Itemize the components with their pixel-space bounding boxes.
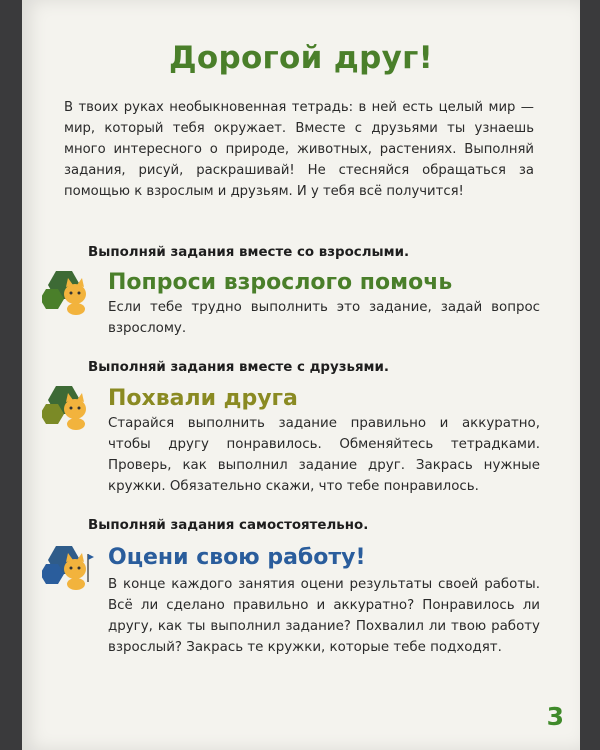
hint-with-adults: Выполняй задания вместе со взрослыми. xyxy=(88,245,410,260)
page-title: Дорогой друг! xyxy=(168,40,434,76)
cat-with-flag-icon xyxy=(42,542,94,590)
cat-with-adult-icon xyxy=(42,267,94,315)
intro-paragraph: В твоих руках необыкновенная тетрадь: в ней есть целый мир — мир, который тебя окружает. Вместе с друзьями ты узнаешь много интересного о природе, животных, растениях. Выполняй задания, рисуй, раскрашивай! Не стесняйся обращаться за помощью к взрослым и друзьям. И у тебя всё получится! xyxy=(64,100,534,199)
section-title-praise-friend: Похвали друга xyxy=(108,386,298,411)
hint-independent: Выполняй задания самостоятельно. xyxy=(88,518,369,533)
section-text-rate-work: В конце каждого занятия оцени результаты своей работы. Всё ли сделано правильно и аккуратно? Понравилось ли другу, как ты выполнил задание? Похвалил ли твою работу взрослый? Закрась те кружки, которые тебе подходят. xyxy=(108,577,540,655)
workbook-page xyxy=(22,0,580,750)
page-number: 3 xyxy=(546,702,564,731)
section-title-ask-adult: Попроси взрослого помочь xyxy=(108,270,453,295)
cat-with-friend-icon xyxy=(42,382,94,430)
hint-with-friends: Выполняй задания вместе с друзьями. xyxy=(88,360,389,375)
section-title-rate-work: Оцени свою работу! xyxy=(108,545,366,570)
section-text-praise-friend: Старайся выполнить задание правильно и аккуратно, чтобы другу понравилось. Обменяйтесь тетрадками. Проверь, как выполнил задание друг. Закрась нужные кружки. Обязательно скажи, что тебе понравилось. xyxy=(108,416,540,494)
section-text-ask-adult: Если тебе трудно выполнить это задание, задай вопрос взрослому. xyxy=(108,300,540,336)
